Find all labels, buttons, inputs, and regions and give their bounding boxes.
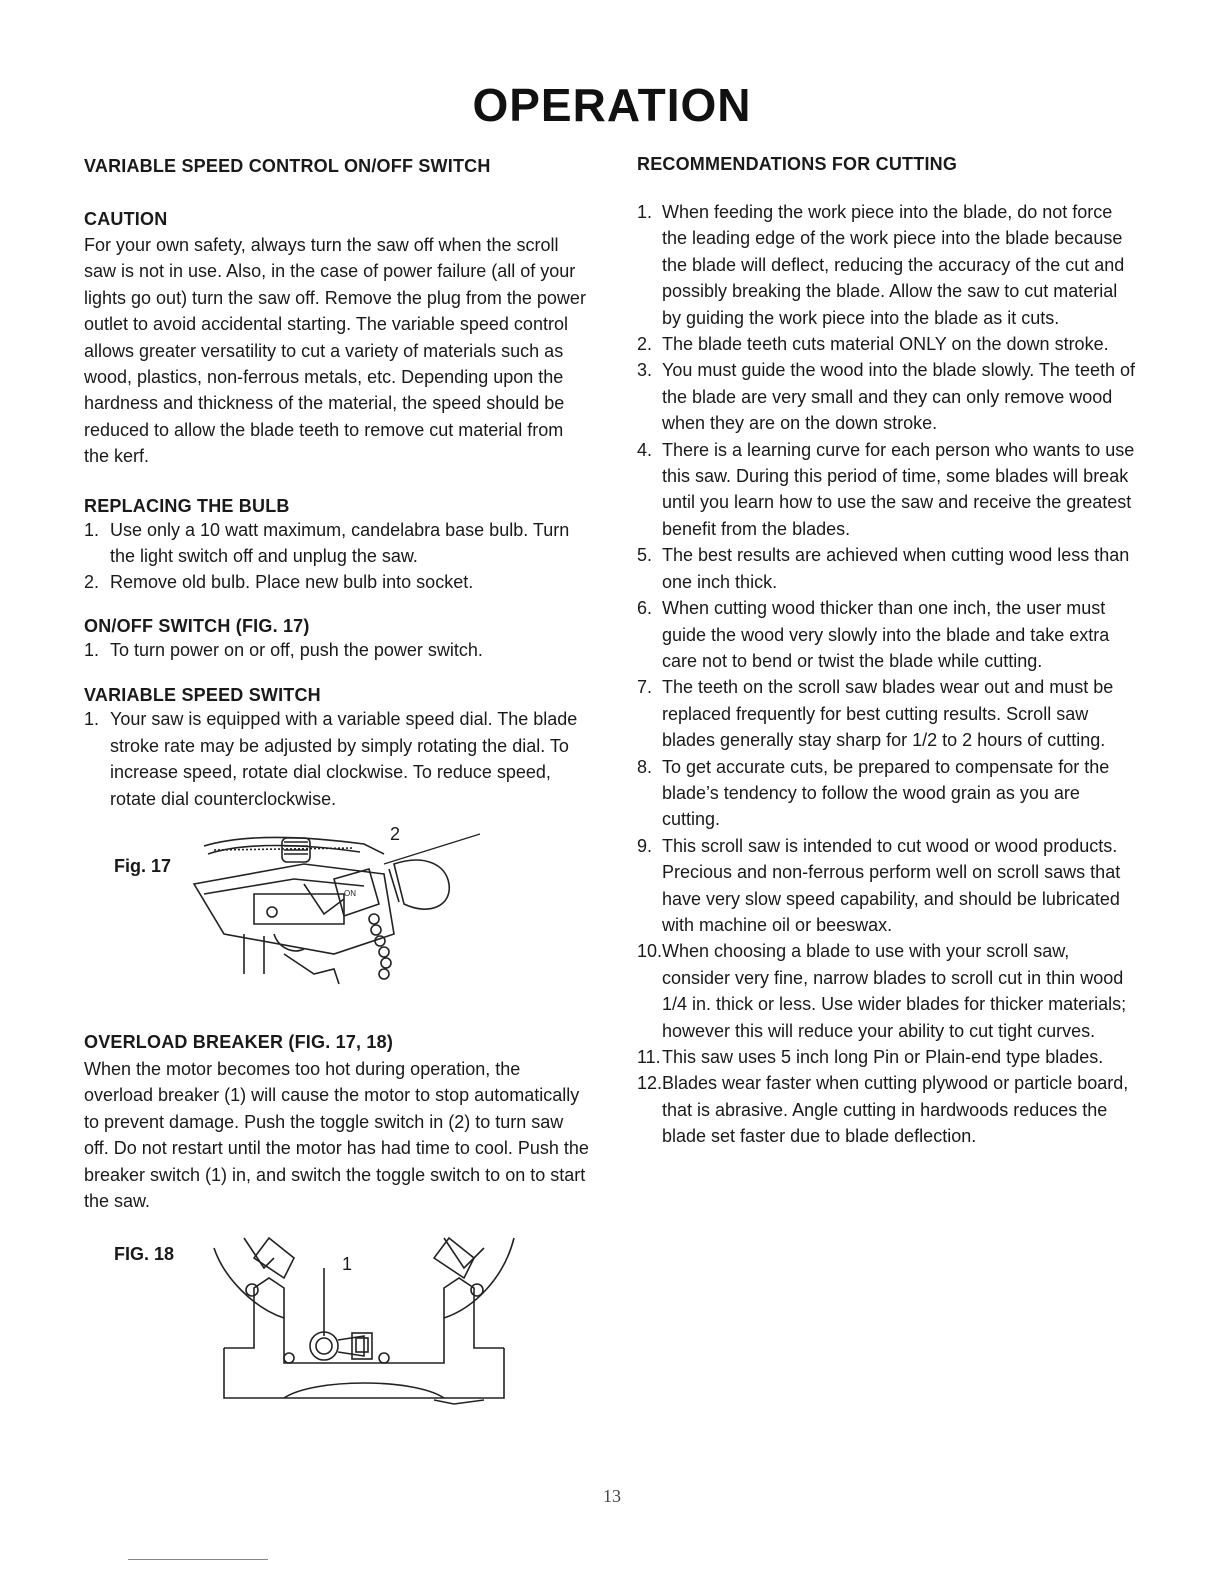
recommendations-heading: RECOMMENDATIONS FOR CUTTING [637,154,958,174]
figure-18 [84,1228,589,1408]
replacing-bulb-heading: REPLACING THE BULB [84,495,290,516]
figure-17 [84,824,589,1004]
list-item: 11. This saw uses 5 inch long Pin or Plain-end type blades. [637,1047,1104,1067]
list-item: 7. The teeth on the scroll saw blades wear out and must be replaced frequently for best cutting results. Scroll saw blades generally stay sharp for 1/2 to 2 hours of cutting. [637,677,1114,751]
section-heading-variable-speed-control: VARIABLE SPEED CONTROL ON/OFF SWITCH [84,156,491,176]
scroll-saw-switch-illustration [184,824,484,1004]
page-number: 13 [603,1486,621,1506]
caution-text: For your own safety, always turn the saw off when the scroll saw is not in use. Also, in the case of power failure (all of your lights go out) turn the saw off. Remove the plug from the power outlet to avoid accidental starting. The variable speed control allows greater versatility to cut a variety of materials such as wood, plastics, non-ferrous metals, etc. Depending upon the hardness and thickness of the material, the speed should be reduced to allow the blade teeth to remove cut material from the kerf. [84,235,586,467]
list-item: 1. To turn power on or off, push the power switch. [84,639,483,660]
figure-18-callout-1: 1 [342,1254,353,1275]
list-item: 1. Use only a 10 watt maximum, candelabra base bulb. Turn the light switch off and unplug the saw. [84,519,570,567]
recommendations-list [637,199,1137,1150]
list-item: 2. The blade teeth cuts material ONLY on the down stroke. [637,334,1109,355]
list-item: 6. When cutting wood thicker than one inch, the user must guide the wood very slowly into the blade and take extra care not to bend or twist the blade while cutting. [637,598,1110,671]
list-item: 8. To get accurate cuts, be prepared to compensate for the blade’s tendency to follow the wood grain as you are cutting. [637,756,1110,830]
caution-heading: CAUTION [84,209,168,229]
replacing-bulb-list [84,517,589,596]
page-title: OPERATION [472,79,752,131]
overload-breaker-illustration [194,1228,534,1408]
svg-text:ON: ON [344,888,356,898]
figure-17-callout-2: 2 [390,823,401,844]
variable-speed-switch-heading: VARIABLE SPEED SWITCH [84,685,321,706]
list-item: 3. You must guide the wood into the blade slowly. The teeth of the blade are very small and they can only remove wood when they are on the down stroke. [637,360,1135,434]
list-item: 1. When feeding the work piece into the blade, do not force the leading edge of the work piece into the blade because the blade will deflect, reducing the accuracy of the cut and possibly breaking the blade. Allow the saw to cut material by guiding the work piece into the blade as it cuts. [637,202,1125,328]
figure-17-label: Fig. 17 [114,855,172,876]
footer-rule [128,1559,268,1560]
onoff-switch-heading: ON/OFF SWITCH (FIG. 17) [84,615,310,636]
list-item: 12. Blades wear faster when cutting plywood or particle board, that is abrasive. Angle cutting in hardwoods reduces the blade set faster due to blade deflection. [637,1073,1129,1147]
left-column [84,152,589,1408]
list-item: 10. When choosing a blade to use with your scroll saw, consider very fine, narrow blades to scroll cut in thin wood 1/4 in. thick or less. Use wider blades for thicker materials; however this will reduce your ability to cut tight curves. [637,941,1127,1041]
variable-speed-switch-list [84,706,589,812]
list-item: 2. Remove old bulb. Place new bulb into socket. [84,572,474,593]
list-item: 9. This scroll saw is intended to cut wood or wood products. Precious and non-ferrous perform well on scroll saws that have very slow speed capability, and should be lubricated with machine oil or beeswax. [637,835,1121,935]
overload-breaker-heading: OVERLOAD BREAKER (FIG. 17, 18) [84,1031,394,1052]
list-item: 1. Your saw is equipped with a variable speed dial. The blade stroke rate may be adjusted by simply rotating the dial. To increase speed, rotate dial clockwise. To reduce speed, rotate dial counterclockwise. [84,709,578,809]
overload-breaker-text: When the motor becomes too hot during operation, the overload breaker (1) will cause the motor to stop automatically to prevent damage. Push the toggle switch in (2) to turn saw off. Do not restart until the motor has had time to cool. Push the breaker switch (1) in, and switch the toggle switch to on to start the saw. [84,1058,589,1211]
onoff-switch-list [84,637,589,663]
list-item: 4. There is a learning curve for each person who wants to use this saw. During this period of time, some blades will break until you learn how to use the saw and receive the greatest benefit from the blades. [637,439,1135,539]
figure-18-label: FIG. 18 [114,1244,175,1265]
list-item: 5. The best results are achieved when cutting wood less than one inch thick. [637,545,1130,592]
right-column [637,152,1137,1150]
